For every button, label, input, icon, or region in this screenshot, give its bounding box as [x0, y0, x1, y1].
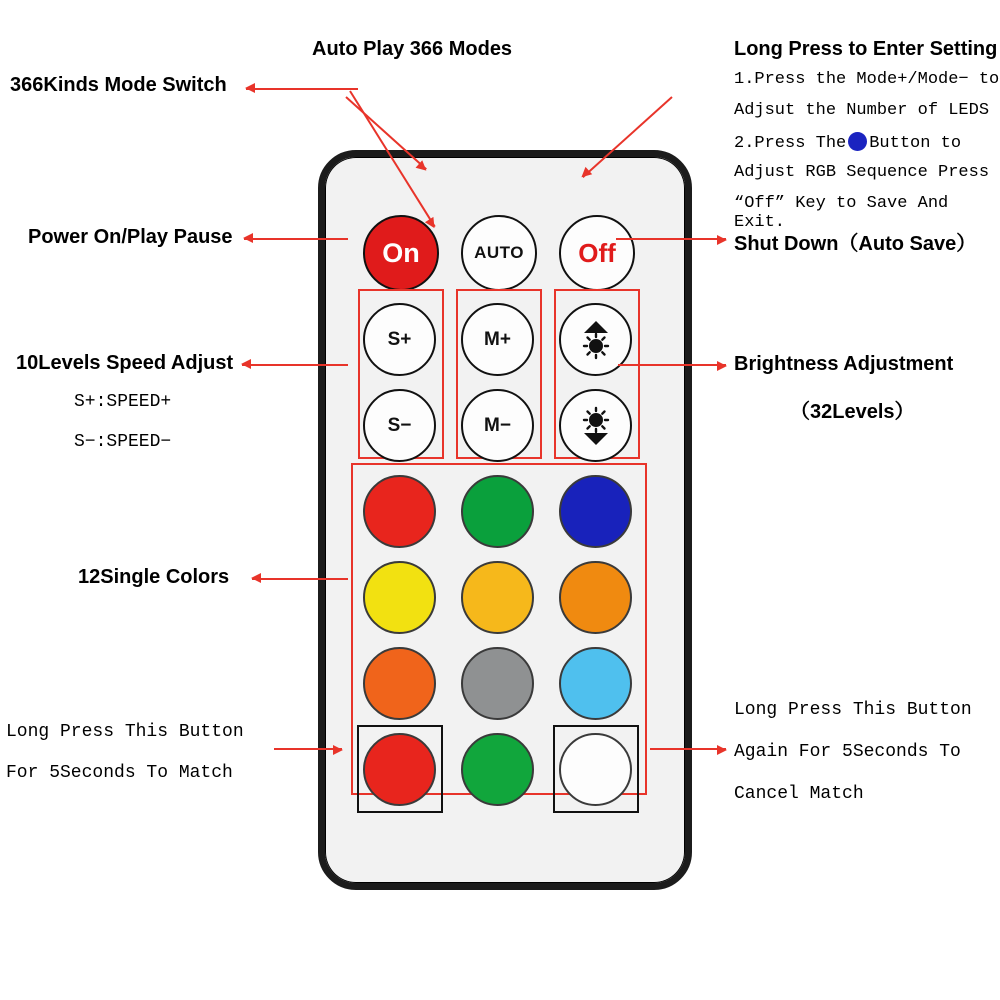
label-mode-switch: 366Kinds Mode Switch — [10, 74, 227, 96]
label-single-colors: 12Single Colors — [78, 566, 230, 588]
label-setting-line4: Adjust RGB Sequence Press — [734, 163, 990, 182]
arrow-speed-adjust — [242, 364, 348, 366]
brightness-up-icon — [574, 318, 618, 362]
arrow-power-on — [244, 238, 348, 240]
label-brightness-levels: （32Levels） — [790, 401, 915, 423]
label-speed-adjust: 10Levels Speed Adjust — [16, 352, 234, 374]
label-speed-minus: S−:SPEED− — [74, 432, 172, 452]
off-button-label: Off — [578, 237, 616, 268]
color-blue[interactable] — [559, 475, 632, 548]
on-button-label: On — [382, 237, 420, 268]
brightness-down-button[interactable] — [559, 389, 632, 462]
mode-up-label: M+ — [484, 328, 511, 350]
blue-button-icon — [848, 132, 867, 151]
label-setting-line2: Adjsut the Number of LEDS — [734, 101, 990, 120]
match-button-outline-left — [357, 725, 443, 813]
arrow-single-colors — [252, 578, 348, 580]
color-red[interactable] — [363, 475, 436, 548]
label-speed-plus: S+:SPEED+ — [74, 392, 172, 412]
color-light-blue[interactable] — [559, 647, 632, 720]
color-yellow[interactable] — [363, 561, 436, 634]
label-setting-line1: 1.Press the Mode+/Mode− to — [734, 70, 1000, 89]
off-button[interactable] — [559, 215, 635, 291]
label-shut-down: Shut Down（Auto Save） — [734, 233, 977, 255]
color-orange-red[interactable] — [363, 647, 436, 720]
label-auto-play: Auto Play 366 Modes — [312, 38, 513, 60]
auto-button[interactable] — [461, 215, 537, 291]
arrow-match-left — [274, 748, 342, 750]
label-setting-line3-b: Button to — [869, 134, 962, 153]
label-setting-title: Long Press to Enter Setting — [734, 38, 998, 60]
color-green[interactable] — [461, 475, 534, 548]
label-setting-line3 — [734, 132, 961, 153]
label-match-right-3: Cancel Match — [734, 784, 864, 804]
label-setting-line3-a: 2.Press The — [734, 134, 847, 153]
mode-down-button[interactable] — [461, 389, 534, 462]
arrow-mode-switch — [246, 88, 358, 90]
speed-down-label: S− — [387, 414, 412, 436]
color-orange[interactable] — [559, 561, 632, 634]
label-setting-line5: “Off” Key to Save And Exit. — [734, 194, 949, 232]
label-match-left-2: For 5Seconds To Match — [6, 763, 233, 783]
arrow-brightness — [618, 364, 726, 366]
label-match-right-2: Again For 5Seconds To — [734, 742, 961, 762]
color-amber[interactable] — [461, 561, 534, 634]
speed-up-button[interactable] — [363, 303, 436, 376]
brightness-down-icon — [574, 404, 618, 448]
mode-up-button[interactable] — [461, 303, 534, 376]
match-button-outline-right — [553, 725, 639, 813]
arrow-shut-down — [616, 238, 726, 240]
label-match-left-1: Long Press This Button — [6, 722, 244, 742]
auto-button-label: AUTO — [474, 243, 524, 262]
label-brightness: Brightness Adjustment — [734, 353, 954, 375]
color-green-2[interactable] — [461, 733, 534, 806]
remote-control-body — [318, 150, 692, 890]
mode-down-label: M− — [484, 414, 511, 436]
remote-face — [325, 157, 685, 883]
speed-up-label: S+ — [387, 328, 412, 350]
color-gray[interactable] — [461, 647, 534, 720]
label-match-right-1: Long Press This Button — [734, 700, 972, 720]
speed-down-button[interactable] — [363, 389, 436, 462]
label-power-on: Power On/Play Pause — [28, 226, 233, 248]
arrow-match-right — [650, 748, 726, 750]
